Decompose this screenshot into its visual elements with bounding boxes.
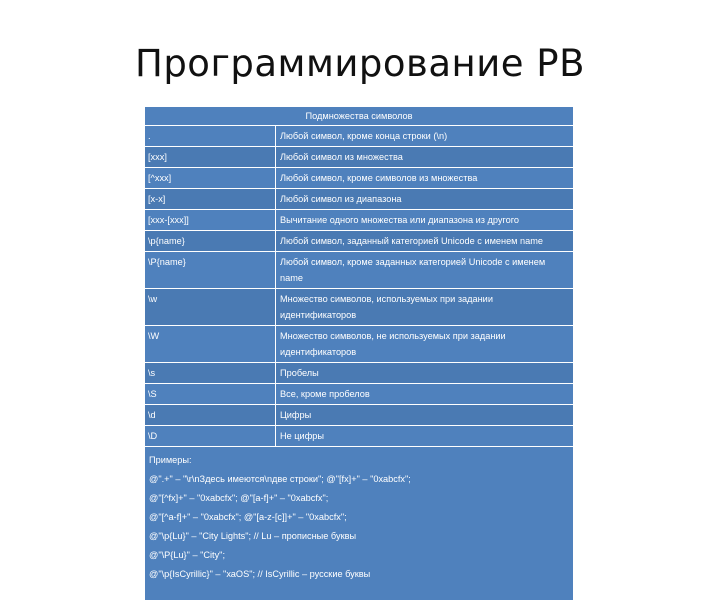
- description-cell: Не цифры: [280, 431, 324, 441]
- pattern-cell: \p{name}: [145, 231, 276, 251]
- description-cell: Любой символ, кроме заданных категорией Unicode с именем name: [280, 257, 546, 283]
- description-cell: Цифры: [280, 410, 312, 420]
- description-cell: Пробелы: [280, 368, 319, 378]
- slide-title: Программирование PB: [135, 42, 585, 85]
- table-row: [145, 426, 573, 447]
- description-cell: Любой символ из множества: [280, 152, 403, 162]
- pattern-cell: [^xxx]: [145, 168, 276, 188]
- description-cell: Любой символ, заданный категорией Unicode с именем name: [280, 236, 544, 246]
- pattern-cell: [xxx]: [145, 147, 276, 167]
- pattern-cell: [x-x]: [145, 189, 276, 209]
- pattern-cell: \P{name}: [145, 252, 276, 288]
- example-line: @"\P{Lu}" – "City";: [149, 550, 225, 560]
- examples-block: [145, 447, 573, 600]
- description-cell: Вычитание одного множества или диапазона из другого: [280, 215, 519, 225]
- description-cell: Любой символ, кроме конца строки (\n): [280, 131, 448, 141]
- table-row: [145, 384, 573, 405]
- example-line: @"[^a-f]+" – "0xabcfx"; @"[a-z-[c]]+" – "0xabcfx";: [149, 512, 347, 522]
- example-line: @".+" – "\r\nЗдесь имеются\nдве строки"; @"[fx]+" – "0xabcfx";: [149, 474, 411, 484]
- table-row: [145, 289, 573, 326]
- table-row: [145, 147, 573, 168]
- pattern-cell: \d: [145, 405, 276, 425]
- pattern-cell: \W: [145, 326, 276, 362]
- table-row: [145, 405, 573, 426]
- pattern-cell: \s: [145, 363, 276, 383]
- pattern-cell: \w: [145, 289, 276, 325]
- description-cell: Любой символ из диапазона: [280, 194, 402, 204]
- table-caption: Подмножества символов: [145, 107, 573, 126]
- table-row: [145, 189, 573, 210]
- description-cell: Все, кроме пробелов: [280, 389, 370, 399]
- description-cell: Множество символов, не используемых при задании идентификаторов: [280, 331, 506, 357]
- table-rows: [145, 126, 573, 447]
- regex-table: [145, 107, 573, 600]
- description-cell: Множество символов, используемых при задании идентификаторов: [280, 294, 493, 320]
- example-line: @"\p{IsCyrillic}" – "хаOS"; // IsCyrillic – русские буквы: [149, 569, 371, 579]
- table-row: [145, 363, 573, 384]
- example-line: Примеры:: [149, 455, 192, 465]
- example-line: @"[^fx]+" – "0xabcfx"; @"[a-f]+" – "0xabcfx";: [149, 493, 329, 503]
- pattern-cell: \S: [145, 384, 276, 404]
- table-row: [145, 326, 573, 363]
- table-row: [145, 210, 573, 231]
- table-row: [145, 231, 573, 252]
- table-row: [145, 126, 573, 147]
- table-row: [145, 252, 573, 289]
- pattern-cell: \D: [145, 426, 276, 446]
- table-row: [145, 168, 573, 189]
- example-line: @"\p{Lu}" – "City Lights"; // Lu – прописные буквы: [149, 531, 357, 541]
- pattern-cell: .: [145, 126, 276, 146]
- pattern-cell: [xxx-[xxx]]: [145, 210, 276, 230]
- description-cell: Любой символ, кроме символов из множества: [280, 173, 478, 183]
